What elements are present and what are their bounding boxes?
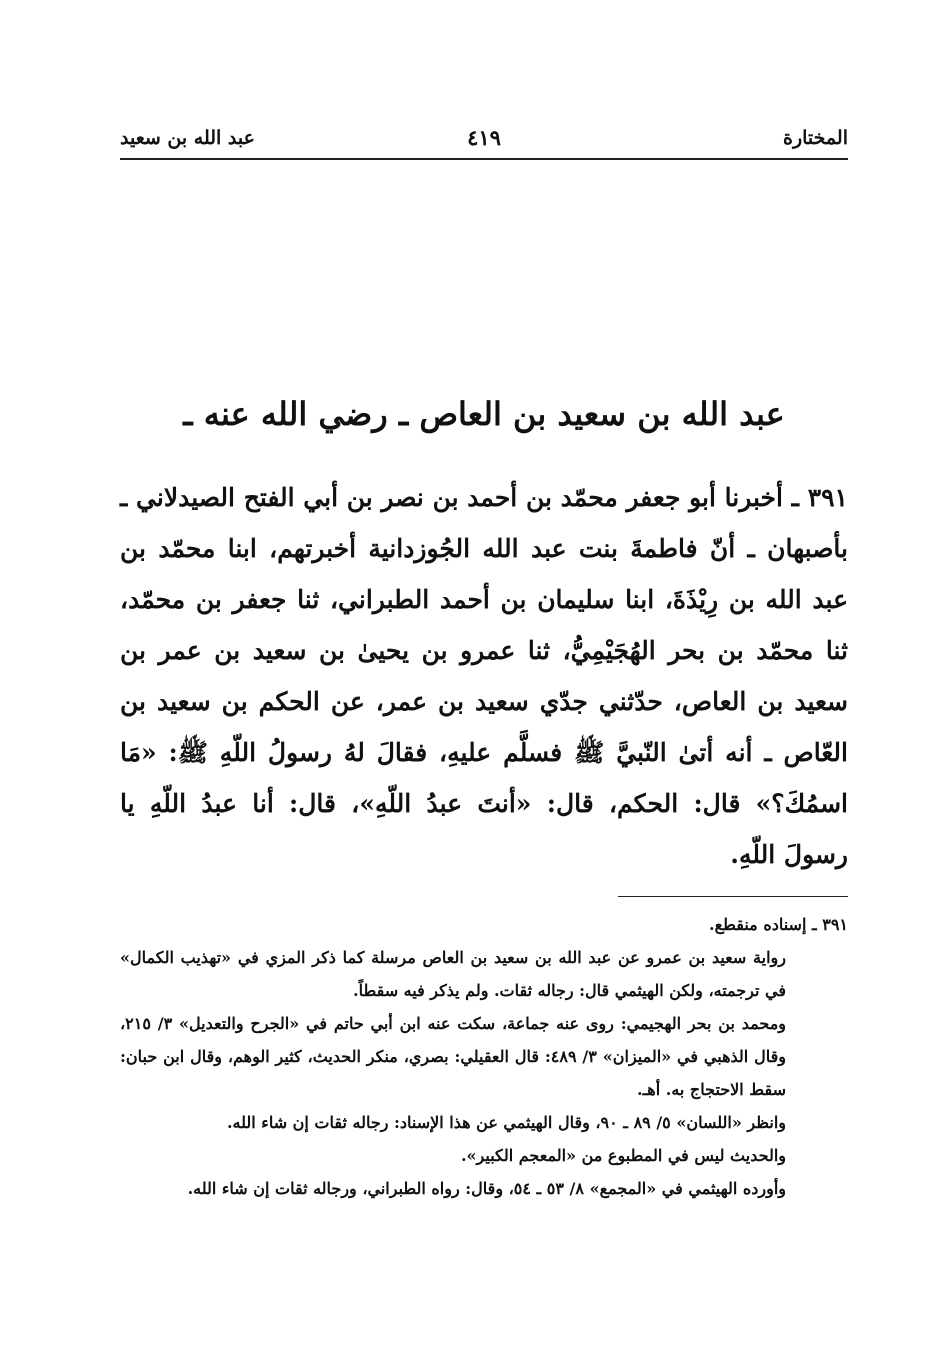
header-book-title: المختارة [783,127,848,149]
page-number: ٤١٩ [467,125,501,150]
header-section-title: عبد الله بن سعيد [120,127,255,149]
footnote-rule [618,896,848,897]
footnote-paragraph: رواية سعيد بن عمرو عن عبد الله بن سعيد بن العاص مرسلة كما ذكر المزي في «تهذيب الكمال» في ترجمته، ولكن الهيثمي قال: رجاله ثقات. ولم يذكر فيه سقطاً. [120,948,786,1000]
footnote-paragraph: وأورده الهيثمي في «المجمع» ٨/ ٥٣ ـ ٥٤، وقال: رواه الطبراني، ورجاله ثقات إن شاء الله. [187,1179,786,1198]
footnote-paragraph: وانظر «اللسان» ٥/ ٨٩ ـ ٩٠، وقال الهيثمي عن هذا الإسناد: رجاله ثقات إن شاء الله. [226,1113,786,1132]
hadith-body: ـ أخبرنا أبو جعفر محمّد بن أحمد بن نصر بن أبي الفتح الصيدلاني ـ بأصبهان ـ أنّ فاطمةَ بنت عبد الله الجُوزدانية أخبرتهم، ابنا محمّد بن عبد الله بن رِيْذَةَ، ابنا سليمان بن أحمد الطبراني، ثنا جعفر بن محمّد، ثنا محمّد بن بحر الهُجَيْمِيُّ، ثنا عمرو بن يحيىٰ بن سعيد بن عمر بن سعيد بن العاص، حدّثني جدّي سعيد بن عمر، عن الحكم بن سعيد بن العّاص ـ أنه أتىٰ النّبيَّ ﷺ فسلَّم عليهِ، فقالَ لهُ رسولُ اللّهِ ﷺ: «مَا اسمُكَ؟» قال: الحكم، قال: «أنتَ عبدُ اللّهِ»، قال: أنا عبدُ اللّهِ يا رسولَ اللّهِ. [120,483,848,869]
header-rule [120,158,848,160]
footnote-paragraph: ومحمد بن بحر الهجيمي: روى عنه جماعة، سكت عنه ابن أبي حاتم في «الجرح والتعديل» ٣/ ٢١٥، وقال الذهبي في «الميزان» ٣/ ٤٨٩: قال العقيلي: بصري، منكر الحديث، كثير الوهم، وقال ابن حبان: سقط الاحتجاج به. أهـ. [120,1014,786,1099]
footnote-paragraph: والحديث ليس في المطبوع من «المعجم الكبير». [460,1146,786,1165]
running-header [120,124,848,158]
hadith-number: ٣٩١ [807,483,848,512]
footnote-head: ٣٩١ ـ إسناده منقطع. [709,915,848,934]
hadith-text [120,472,848,880]
chapter-title: عبد الله بن سعيد بن العاص ـ رضي الله عنه ـ [183,395,785,433]
footnotes [120,908,848,1205]
